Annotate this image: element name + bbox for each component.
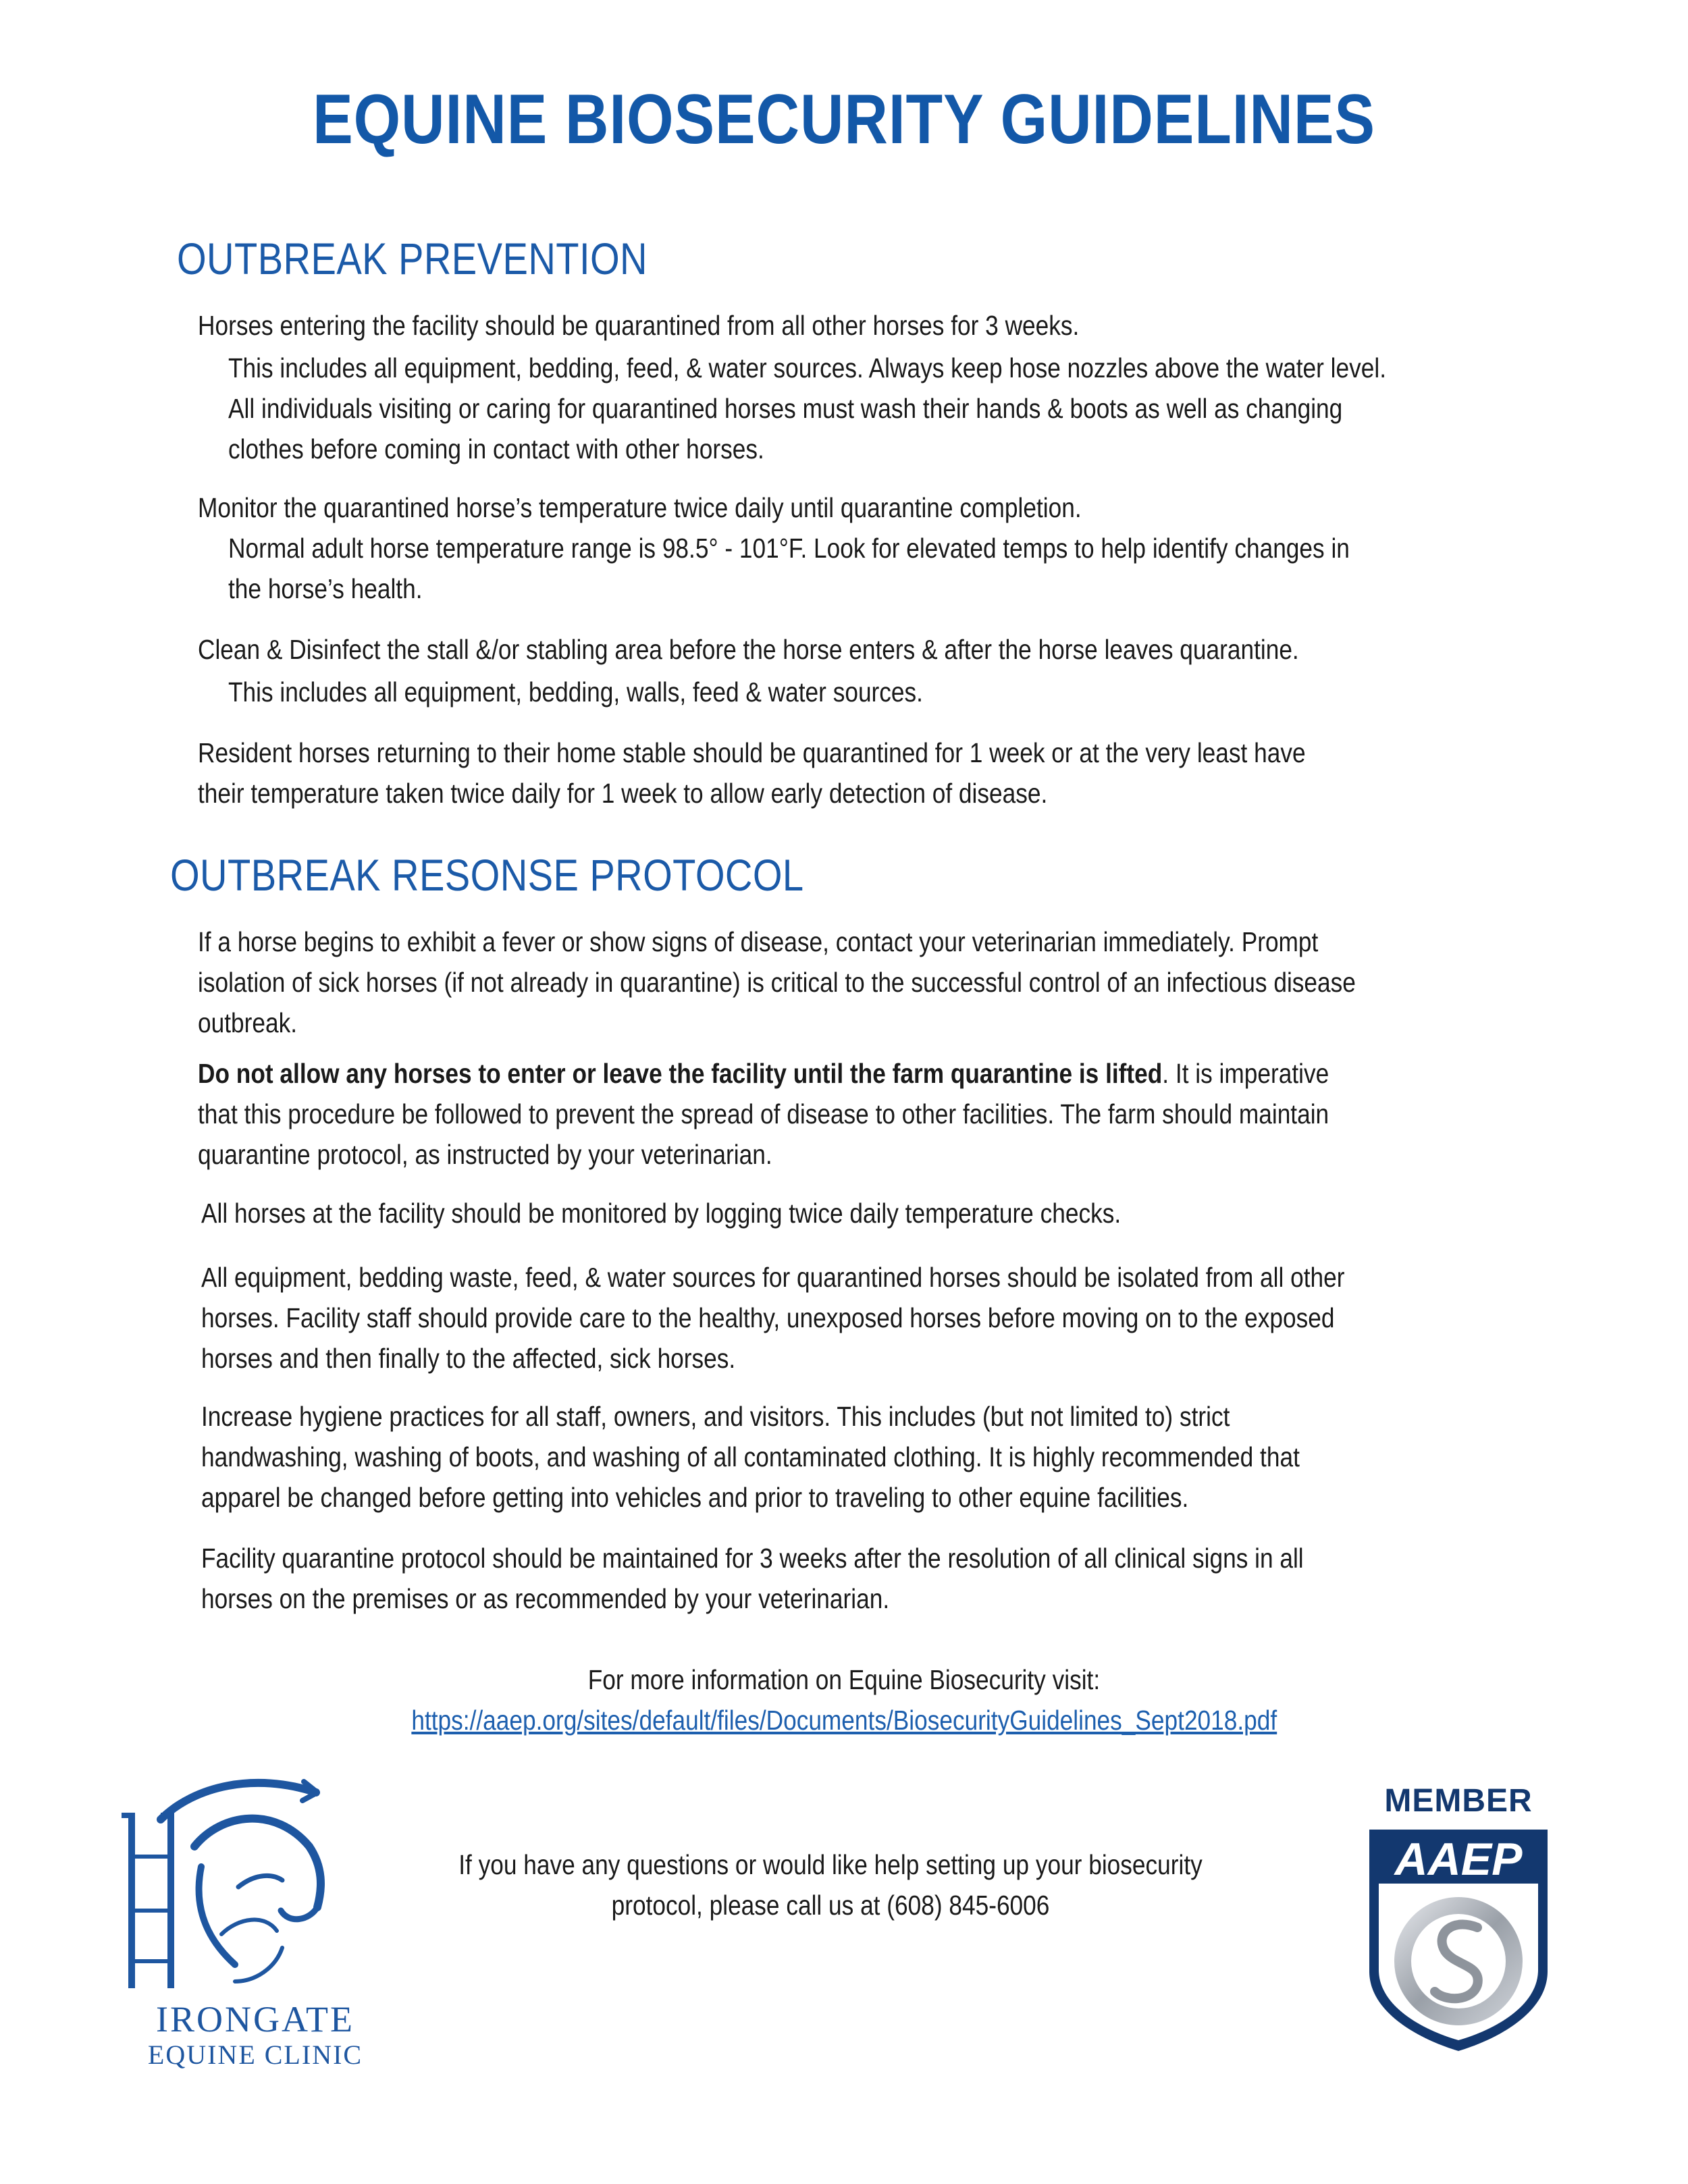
response-p1-line2: isolation of sick horses (if not already in quarantine) is critical to the successful control of an infectious disease — [198, 967, 1356, 998]
response-p2-line1-rest: . It is imperative — [1162, 1058, 1329, 1089]
prevention-p1-sub2-line2: clothes before coming in contact with other horses. — [228, 433, 764, 464]
prevention-p3-sub1: This includes all equipment, bedding, walls, feed & water sources. — [228, 676, 923, 708]
prevention-p4-line2: their temperature taken twice daily for 1 week to allow early detection of disease. — [198, 778, 1048, 809]
prevention-p1-lead: Horses entering the facility should be quarantined from all other horses for 3 weeks. — [198, 310, 1080, 341]
response-p5-line1: Increase hygiene practices for all staff, owners, and visitors. This includes (but not limited to) strict — [201, 1401, 1230, 1432]
response-p2-line1 — [198, 1053, 1329, 1094]
more-info-label-text: For more information on Equine Biosecurity visit: — [587, 1664, 1101, 1695]
response-p1 — [198, 922, 1356, 1043]
section-heading-response: OUTBREAK RESONSE PROTOCOL — [170, 850, 804, 900]
contact-line1: If you have any questions or would like help setting up your biosecurity — [458, 1849, 1203, 1880]
aaep-member-label: MEMBER — [1384, 1783, 1533, 1819]
prevention-p4 — [198, 733, 1306, 814]
response-p3: All horses at the facility should be monitored by logging twice daily temperature checks. — [201, 1198, 1122, 1229]
response-p2-line3: quarantine protocol, as instructed by your veterinarian. — [198, 1139, 772, 1170]
prevention-p2-sub1-line2: the horse’s health. — [228, 573, 423, 604]
more-info-label — [0, 1659, 1688, 1700]
more-info-link-row — [0, 1700, 1688, 1740]
prevention-p1-sub2 — [228, 388, 1342, 469]
response-p2 — [198, 1053, 1329, 1175]
contact-line2: protocol, please call us at (608) 845-6006 — [611, 1890, 1050, 1921]
prevention-p2-sub1-line1: Normal adult horse temperature range is 98.5° - 101°F. Look for elevated temps to help identify changes in — [228, 533, 1350, 564]
prevention-p2-sub1 — [228, 528, 1350, 609]
response-p2-line2: that this procedure be followed to prevent the spread of disease to other facilities. The farm should maintain — [198, 1098, 1329, 1129]
response-p5-line2: handwashing, washing of boots, and washing of all contaminated clothing. It is highly recommended that — [201, 1441, 1300, 1472]
response-p4-line3: horses and then finally to the affected, sick horses. — [201, 1343, 736, 1374]
logo-left-name-line1: IRONGATE — [156, 1999, 354, 2040]
response-p1-line1: If a horse begins to exhibit a fever or show signs of disease, contact your veterinarian immediately. Prompt — [198, 926, 1319, 957]
prevention-p1-sub1: This includes all equipment, bedding, feed, & water sources. Always keep hose nozzles above the water level. — [228, 352, 1387, 383]
response-p6-line2: horses on the premises or as recommended by your veterinarian. — [201, 1583, 890, 1614]
response-p6 — [201, 1538, 1304, 1619]
response-p5-line3: apparel be changed before getting into vehicles and prior to traveling to other equine facilities. — [201, 1482, 1189, 1513]
response-p5 — [201, 1396, 1300, 1518]
response-p4-line2: horses. Facility staff should provide care to the healthy, unexposed horses before moving on to the exposed — [201, 1302, 1335, 1333]
response-p4 — [201, 1257, 1344, 1379]
aaep-label: AAEP — [1394, 1834, 1523, 1885]
response-p2-bold: Do not allow any horses to enter or leave the facility until the farm quarantine is lifted — [198, 1058, 1163, 1089]
prevention-p3-lead: Clean & Disinfect the stall &/or stabling area before the horse enters & after the horse leaves quarantine. — [198, 634, 1299, 665]
logo-left-name-line2: EQUINE CLINIC — [147, 2040, 363, 2070]
response-p6-line1: Facility quarantine protocol should be maintained for 3 weeks after the resolution of all clinical signs in all — [201, 1543, 1304, 1574]
section-heading-prevention: OUTBREAK PREVENTION — [177, 234, 648, 284]
page-title: EQUINE BIOSECURITY GUIDELINES — [313, 80, 1375, 159]
biosecurity-guidelines-link[interactable]: https://aaep.org/sites/default/files/Documents/BiosecurityGuidelines_Sept2018.pdf — [411, 1705, 1277, 1736]
aaep-member-badge — [1364, 1782, 1553, 2052]
response-p1-line3: outbreak. — [198, 1007, 298, 1038]
prevention-p1-sub2-line1: All individuals visiting or caring for quarantined horses must wash their hands & boots as well as changing — [228, 393, 1343, 424]
response-p4-line1: All equipment, bedding waste, feed, & water sources for quarantined horses should be isolated from all other — [201, 1262, 1345, 1293]
aaep-shield-icon — [1364, 1782, 1553, 2052]
prevention-p2-lead: Monitor the quarantined horse’s temperature twice daily until quarantine completion. — [198, 492, 1082, 523]
prevention-p4-line1: Resident horses returning to their home stable should be quarantined for 1 week or at the very least have — [198, 737, 1306, 768]
